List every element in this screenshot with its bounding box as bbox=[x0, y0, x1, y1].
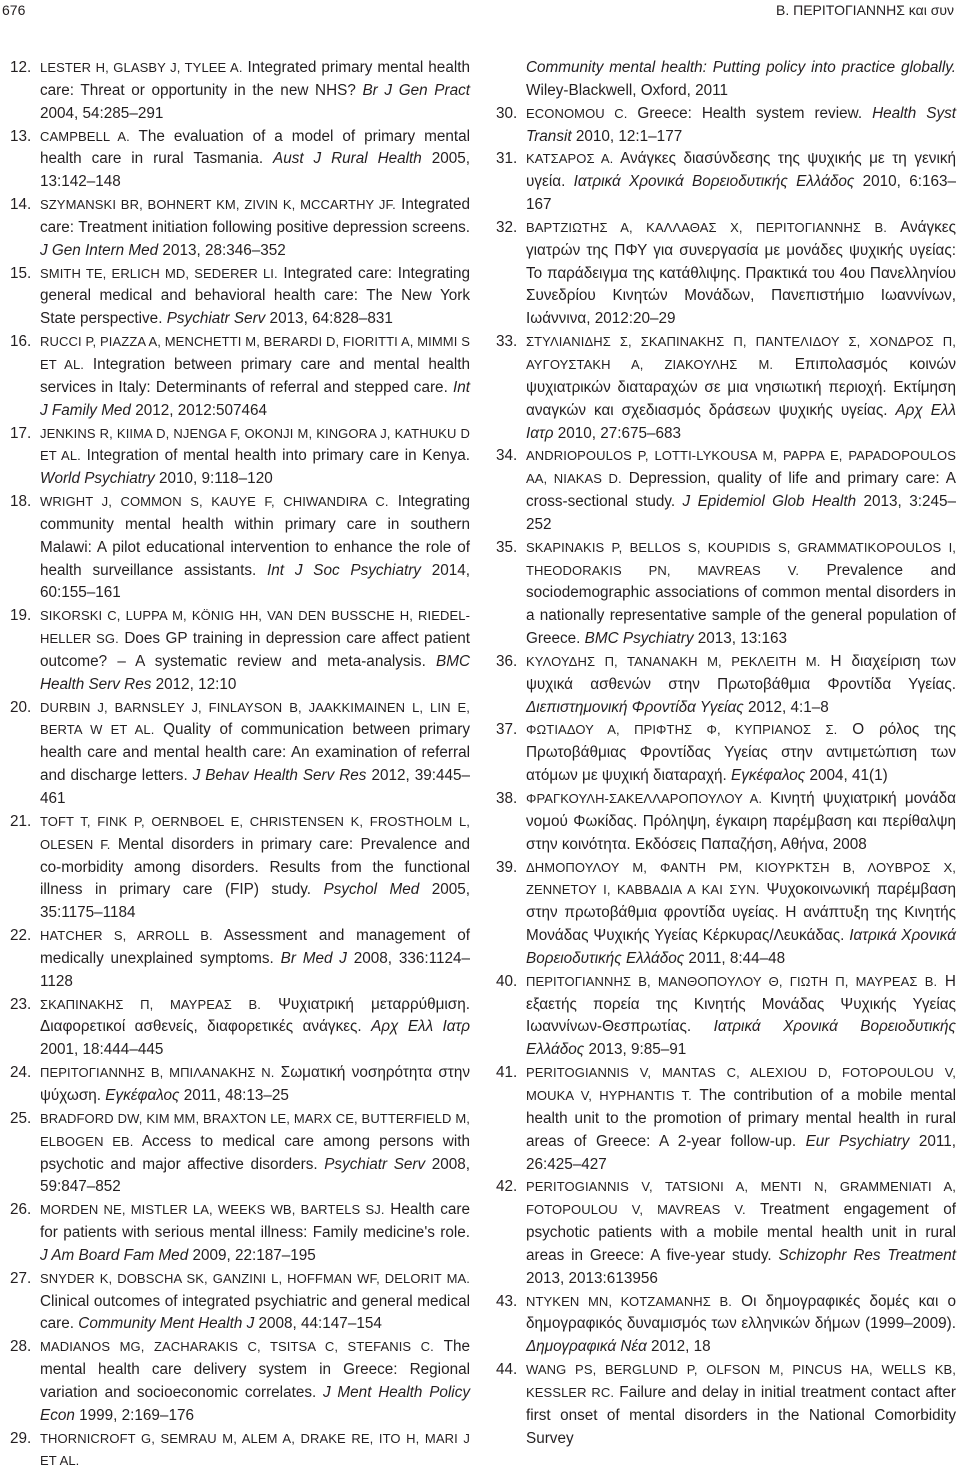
reference-item bbox=[10, 1062, 470, 1108]
reference-item bbox=[10, 57, 470, 126]
reference-title: Assessment and management of medically unexplained symptoms. bbox=[40, 927, 470, 967]
reference-number: 31. bbox=[496, 150, 518, 168]
reference-details: 2013, 3:245–252 bbox=[526, 493, 956, 533]
reference-title: Η εξαετής πορεία της Κινητής Μονάδας Ψυχικής Υγείας Ιωαννίνων-Θεσπρωτίας. bbox=[526, 972, 956, 1036]
reference-authors: JENKINS R, KIIMA D, NJENGA F, OKONJI M, KINGORA J, KATHUKU D ET AL. bbox=[40, 425, 470, 464]
reference-number: 33. bbox=[496, 333, 518, 351]
reference-item bbox=[10, 605, 470, 696]
reference-details: 2008, 336:1124–1128 bbox=[40, 949, 470, 990]
reference-authors: ΒΑΡΤΖΙΩΤΗΣ Α, ΚΑΛΛΑΘΑΣ Χ, ΠΕΡΙΤΟΓΙΑΝΝΗΣ Β. bbox=[526, 219, 887, 235]
reference-title: Health care for patients with serious mental illness: Family medicine's role. bbox=[40, 1201, 470, 1242]
reference-source: Aust J Rural Health bbox=[273, 150, 422, 168]
reference-details: 2011, 48:13–25 bbox=[179, 1086, 289, 1104]
reference-source: J Epidemiol Glob Health bbox=[682, 493, 857, 511]
reference-number: 13. bbox=[10, 127, 32, 145]
reference-authors: SMITH TE, ERLICH MD, SEDERER LI. bbox=[40, 265, 278, 281]
reference-details: 2014, 60:155–161 bbox=[40, 561, 471, 602]
reference-details: 2010, 12:1–177 bbox=[571, 127, 683, 145]
reference-details: 2008, 44:147–154 bbox=[254, 1315, 382, 1333]
reference-source: Health Syst Transit bbox=[526, 104, 957, 145]
reference-source: Eur Psychiatry bbox=[805, 1132, 910, 1150]
reference-number: 37. bbox=[496, 721, 518, 739]
reference-details: 2013, 2013:613956 bbox=[526, 1269, 658, 1287]
reference-title: Ανάγκες διασύνδεσης της ψυχικής με τη γενική υγεία. bbox=[526, 150, 957, 191]
reference-number: 44. bbox=[496, 1361, 518, 1379]
reference-source: Ιατρικά Χρονικά Βορειοδυτικής Ελλάδος bbox=[526, 1018, 956, 1059]
reference-item bbox=[10, 194, 470, 263]
reference-details: 2005, 35:1175–1184 bbox=[40, 881, 470, 922]
reference-authors: ECONOMOU C. bbox=[526, 105, 628, 121]
reference-item bbox=[10, 126, 470, 195]
reference-title: Integrated care: Integrating general medical and behavioral health care: The New York State perspective. bbox=[40, 264, 471, 328]
reference-authors: RUCCI P, PIAZZA A, MENCHETTI M, BERARDI D, FIORITTI A, MIMMI S ET AL. bbox=[40, 334, 470, 372]
reference-authors: PERITOGIANNIS V, MANTAS C, ALEXIOU D, FOTOPOULOU V, MOUKA V, HYPHANTIS T. bbox=[526, 1065, 956, 1103]
reference-title: Κινητή ψυχιατρική μονάδα νομού Φωκίδας. Πρόληψη, έγκαιρη παρέμβαση και περίθαλψη στην κοινότητα. Εκδόσεις Παπαζήση, Αθήνα, 2008 bbox=[526, 790, 957, 853]
reference-authors: ΝΤΥΚΕΝ ΜΝ, ΚΟΤΖΑΜΑΝΗΣ Β. bbox=[526, 1293, 733, 1309]
reference-number: 17. bbox=[10, 424, 32, 442]
reference-details: 2004, 54:285–291 bbox=[40, 104, 164, 122]
reference-details: 2013, 9:85–91 bbox=[584, 1041, 687, 1059]
reference-item bbox=[10, 263, 470, 332]
reference-title: Clinical outcomes of integrated psychiatric and general medical care. bbox=[40, 1292, 470, 1333]
reference-authors: SKAPINAKIS P, BELLOS S, KOUPIDIS S, GRAMMATIKOPOULOS I, THEODORAKIS PN, MAVREAS V. bbox=[526, 539, 956, 578]
reference-number: 41. bbox=[496, 1064, 518, 1082]
reference-authors: ΚΥΛΟΥΔΗΣ Π, ΤΑΝΑΝΑΚΗ Μ, ΡΕΚΛΕΙΤΗ Μ. bbox=[526, 653, 821, 669]
reference-item bbox=[496, 103, 956, 149]
reference-source: Αρχ Ελλ Ιατρ bbox=[526, 401, 956, 442]
reference-source: Psychiatr Serv bbox=[166, 310, 266, 328]
reference-number: 36. bbox=[496, 652, 518, 670]
reference-item bbox=[496, 148, 956, 217]
reference-authors: MORDEN NE, MISTLER LA, WEEKS WB, BARTELS SJ. bbox=[40, 1202, 385, 1218]
reference-title: Quality of communication between primary health care and mental health care: An examination of referral and discharge letters. bbox=[40, 721, 470, 785]
reference-title: Επιπολασμός κοινών ψυχιατρικών διαταραχών σε μια νησιωτική περιοχή. Εκτίμηση αναγκών και σχεδιασμός δράσεων ψυχικής υγείας. bbox=[526, 355, 956, 419]
reference-authors: DURBIN J, BARNSLEY J, FINLAYSON B, JAAKKIMAINEN L, LIN E, BERTA W ET AL. bbox=[40, 699, 470, 738]
reference-item bbox=[10, 811, 470, 925]
reference-details: 2001, 18:444–445 bbox=[40, 1041, 164, 1059]
reference-source: Community Ment Health J bbox=[78, 1315, 255, 1333]
reference-item bbox=[496, 788, 956, 857]
reference-title: Σωματική νοσηρότητα στην ψύχωση. bbox=[40, 1064, 470, 1104]
reference-source: Ιατρικά Χρονικά Βορειοδυτικής Ελλάδος bbox=[526, 927, 956, 967]
reference-title: Integrating community mental health within primary care in southern Malawi: A pilot educational intervention to enhance the role of health surveillance assistants. bbox=[40, 493, 470, 579]
reference-source: J Behav Health Serv Res bbox=[192, 767, 367, 785]
reference-item bbox=[496, 217, 956, 331]
reference-number: 34. bbox=[496, 447, 518, 465]
reference-source: Psychol Med bbox=[323, 881, 420, 899]
reference-details: 2005, 13:142–148 bbox=[40, 150, 470, 191]
reference-item bbox=[10, 1268, 470, 1337]
reference-item bbox=[496, 57, 956, 103]
reference-title: Η διαχείριση των ψυχικά ασθενών στην Πρωτοβάθμια Φροντίδα Υγείας. bbox=[526, 652, 956, 693]
reference-title: Ανάγκες γιατρών της ΠΦΥ για συνεργασία με μονάδες ψυχικής υγείας: Το παράδειγμα της κατάθλιψης. Πρακτικά του 4ου Πανελληνίου Συνεδρίου Κινητών Μονάδων, Πανεπιστήμιο Ιωαννίνων, Ιωάννινα, 2012:20–29 bbox=[526, 218, 956, 328]
reference-details: 2011, 26:425–427 bbox=[526, 1132, 956, 1173]
reference-number: 16. bbox=[10, 333, 32, 351]
reference-title: Ψυχοκοινωνική παρέμβαση στην πρωτοβάθμια φροντίδα υγείας. Η ανάπτυξη της Κινητής Μονάδας Ψυχικής Υγείας Κέρκυρας/Λευκάδας. bbox=[526, 881, 957, 945]
reference-number: 27. bbox=[10, 1269, 32, 1287]
reference-authors: LESTER H, GLASBY J, TYLEE A. bbox=[40, 60, 243, 75]
reference-title: Depression, quality of life and primary care: A cross-sectional study. bbox=[526, 470, 956, 511]
reference-source: Psychiatr Serv bbox=[324, 1155, 426, 1173]
reference-authors: TOFT T, FINK P, OERNBOEL E, CHRISTENSEN K, FROSTHOLM L, OLESEN F. bbox=[40, 813, 470, 852]
reference-item bbox=[10, 1199, 470, 1268]
reference-details: 2011, 8:44–48 bbox=[684, 949, 786, 967]
reference-source: BMC Health Serv Res bbox=[40, 652, 470, 693]
reference-source: Διεπιστημονική Φροντίδα Υγείας bbox=[526, 698, 744, 716]
reference-item bbox=[496, 857, 956, 971]
reference-details: 2008, 59:847–852 bbox=[40, 1155, 471, 1196]
reference-source: J Gen Intern Med bbox=[40, 241, 159, 259]
reference-authors: SNYDER K, DOBSCHA SK, GANZINI L, HOFFMAN WF, DELORIT MA. bbox=[40, 1270, 470, 1286]
reference-source: Int J Soc Psychiatry bbox=[267, 561, 421, 579]
reference-details: 2010, 27:675–683 bbox=[553, 424, 682, 442]
reference-item bbox=[10, 994, 470, 1063]
reference-authors: HATCHER S, ARROLL B. bbox=[40, 928, 213, 944]
reference-title: The mental health care delivery system in Greece: Regional variation and socioeconomic correlates. bbox=[40, 1338, 470, 1401]
reference-details: 2012, 12:10 bbox=[151, 675, 237, 693]
reference-details: 2010, 6:163–167 bbox=[526, 173, 957, 214]
reference-number: 30. bbox=[496, 104, 518, 122]
reference-item bbox=[10, 423, 470, 492]
reference-details: 2013, 64:828–831 bbox=[265, 310, 393, 328]
reference-title: Prevalence and sociodemographic associations of common mental disorders in a nationally representative sample of the general population of Greece. bbox=[526, 561, 956, 648]
reference-number: 15. bbox=[10, 264, 32, 282]
reference-item bbox=[10, 1428, 470, 1473]
reference-item bbox=[10, 331, 470, 422]
reference-title: Does GP training in depression care affect patient outcome? – A systematic review and meta-analysis. bbox=[40, 630, 470, 670]
reference-item bbox=[496, 651, 956, 720]
reference-authors: PERITOGIANNIS V, TATSIONI A, MENTI N, GRAMMENIATI A, FOTOPOULOU V, MAVREAS V. bbox=[526, 1179, 956, 1218]
reference-authors: THORNICROFT G, SEMRAU M, ALEM A, DRAKE RE, ITO H, MARI J ET AL. bbox=[40, 1430, 470, 1469]
page-header bbox=[0, 0, 960, 20]
reference-number: 24. bbox=[10, 1064, 32, 1082]
reference-title: Access to medical care among persons with psychotic and major affective disorders. bbox=[40, 1132, 470, 1173]
reference-authors: ΦΩΤΙΑΔΟΥ Α, ΠΡΙΦΤΗΣ Φ, ΚΥΠΡΙΑΝΟΣ Σ. bbox=[526, 722, 838, 738]
reference-authors: CAMPBELL A. bbox=[40, 128, 130, 144]
reference-item bbox=[10, 491, 470, 605]
reference-source: Br J Gen Pract bbox=[362, 81, 471, 99]
reference-authors: MADIANOS MG, ZACHARAKIS C, TSITSA C, STEFANIS C. bbox=[40, 1339, 434, 1355]
reference-item bbox=[496, 1291, 956, 1360]
reference-authors: SIKORSKI C, LUPPA M, KÖNIG HH, VAN DEN BUSSCHE H, RIEDEL-HELLER SG. bbox=[40, 608, 470, 647]
reference-authors: ΚΑΤΣΑΡΟΣ Α. bbox=[526, 151, 614, 167]
reference-details: Wiley-Blackwell, Oxford, 2011 bbox=[526, 81, 729, 99]
reference-authors: WRIGHT J, COMMON S, KAUYE F, CHIWANDIRA C. bbox=[40, 494, 389, 510]
reference-title: Integrated care: Treatment initiation following positive depression screens. bbox=[40, 196, 471, 236]
reference-title: Failure and delay in initial treatment contact after first onset of mental disorders in the National Comorbidity Survey bbox=[526, 1383, 956, 1447]
reference-title: Treatment engagement of psychotic patients with a mobile mental health unit in rural areas in Greece: A five-year study. bbox=[526, 1201, 956, 1264]
reference-source: Δημογραφικά Νέα bbox=[526, 1338, 647, 1356]
reference-details: 2013, 13:163 bbox=[693, 630, 788, 648]
reference-item bbox=[496, 537, 956, 651]
reference-number: 14. bbox=[10, 196, 32, 214]
reference-authors: ΔΗΜΟΠΟΥΛΟΥ Μ, ΦΑΝΤΗ ΡΜ, ΚΙΟΥΡΚΤΣΗ Β, ΛΟΥΒΡΟΣ Χ, ΖΕΝΝΕΤΟΥ Ι, ΚΑΒΒΑΔΙΑ Α ΚΑΙ ΣΥΝ. bbox=[526, 859, 956, 898]
reference-number: 43. bbox=[496, 1292, 518, 1310]
reference-authors: ΣΤΥΛΙΑΝΙΔΗΣ Σ, ΣΚΑΠΙΝΑΚΗΣ Π, ΠΑΝΤΕΛΙΔΟΥ Σ, ΧΟΝΔΡΟΣ Π, ΑΥΓΟΥΣΤΑΚΗ Α, ΖΙΑΚΟΥΛΗΣ Μ. bbox=[526, 334, 956, 372]
reference-number: 29. bbox=[10, 1429, 32, 1447]
reference-title: The contribution of a mobile mental health unit to the promotion of primary mental health in rural areas of Greece: A 2-year follow-up. bbox=[526, 1086, 956, 1150]
reference-item bbox=[496, 1062, 956, 1176]
running-title: Β. ΠΕΡΙΤΟΓΙΑΝΝΗΣ και συν bbox=[775, 2, 954, 18]
reference-authors: WANG PS, BERGLUND P, OLFSON M, PINCUS HA, WELLS KB, KESSLER RC. bbox=[526, 1362, 956, 1400]
reference-source: World Psychiatry bbox=[40, 470, 155, 488]
reference-number: 40. bbox=[496, 972, 518, 990]
reference-number: 35. bbox=[496, 538, 518, 556]
reference-source: Int J Family Med bbox=[40, 378, 470, 419]
reference-authors: ΣΚΑΠΙΝΑΚΗΣ Π, ΜΑΥΡΕΑΣ Β. bbox=[40, 996, 261, 1012]
reference-item bbox=[496, 331, 956, 445]
reference-item bbox=[496, 971, 956, 1062]
reference-details: 2012, 18 bbox=[646, 1338, 711, 1356]
reference-source: J Am Board Fam Med bbox=[40, 1246, 189, 1264]
reference-number: 39. bbox=[496, 858, 518, 876]
reference-title: The evaluation of a model of primary mental health care in rural Tasmania. bbox=[40, 127, 470, 168]
reference-title: Integration of mental health into primary care in Kenya. bbox=[80, 447, 471, 465]
reference-number: 19. bbox=[10, 607, 32, 625]
reference-source: Ιατρικά Χρονικά Βορειοδυτικής Ελλάδος bbox=[573, 173, 855, 191]
reference-details: 1999, 2:169–176 bbox=[74, 1406, 194, 1424]
reference-source: BMC Psychiatry bbox=[584, 630, 694, 648]
reference-title: Οι δημογραφικές δομές και ο δημογραφικός δυναμισμός των ελληνικών δήμων (1999–2009). bbox=[526, 1292, 957, 1333]
reference-number: 23. bbox=[10, 995, 32, 1013]
reference-title: Ψυχιατρική μεταρρύθμιση. Διαφορετικοί ασθενείς, διαφορετικές ανάγκες. bbox=[40, 995, 470, 1036]
reference-authors: BRADFORD DW, KIM MM, BRAXTON LE, MARX CE, BUTTERFIELD M, ELBOGEN EB. bbox=[40, 1110, 470, 1149]
reference-details: 2013, 28:346–352 bbox=[158, 241, 286, 259]
reference-details: 2009, 22:187–195 bbox=[188, 1246, 316, 1264]
reference-title: Ο ρόλος της Πρωτοβάθμιας Φροντίδας Υγείας στην αντιμετώπιση των ατόμων με ψυχική διαταραχή. bbox=[526, 721, 956, 785]
reference-number: 38. bbox=[496, 790, 518, 807]
references-left-column bbox=[10, 57, 470, 1473]
page-number: 676 bbox=[2, 2, 26, 18]
reference-source: Schizophr Res Treatment bbox=[778, 1246, 956, 1264]
reference-source: J Ment Health Policy Econ bbox=[40, 1383, 470, 1424]
reference-authors: ΦΡΑΓΚΟΥΛΗ-ΣΑΚΕΛΛΑΡΟΠΟΥΛΟΥ Α. bbox=[526, 791, 763, 806]
reference-authors: SZYMANSKI BR, BOHNERT KM, ZIVIN K, MCCARTHY JF. bbox=[40, 197, 396, 213]
reference-source: Εγκέφαλος bbox=[731, 767, 806, 785]
reference-number: 26. bbox=[10, 1201, 32, 1219]
reference-item bbox=[10, 1336, 470, 1427]
reference-item bbox=[496, 1176, 956, 1290]
reference-authors: ANDRIOPOULOS P, LOTTI-LYKOUSA M, PAPPA E, PAPADOPOULOS AA, NIAKAS D. bbox=[526, 448, 956, 487]
reference-number: 21. bbox=[10, 812, 32, 830]
reference-item bbox=[10, 697, 470, 811]
reference-details: 2012, 2012:507464 bbox=[130, 401, 268, 419]
reference-source: Br Med J bbox=[280, 949, 347, 967]
reference-item bbox=[496, 1359, 956, 1450]
reference-title: Integrated primary mental health care: Threat or opportunity in the new NHS? bbox=[40, 59, 470, 99]
reference-title: Integration between primary care and mental health services in Italy: Determinants of referral and stepped care. bbox=[40, 355, 470, 396]
reference-authors: ΠΕΡΙΤΟΓΙΑΝΝΗΣ Β, ΜΠΙΛΑΝΑΚΗΣ Ν. bbox=[40, 1065, 275, 1081]
reference-number: 22. bbox=[10, 927, 32, 945]
reference-number: 28. bbox=[10, 1338, 32, 1356]
reference-item bbox=[496, 719, 956, 788]
reference-details: 2004, 41(1) bbox=[805, 767, 888, 785]
reference-source: Εγκέφαλος bbox=[105, 1086, 180, 1104]
reference-title: Mental disorders in primary care: Prevalence and co-morbidity among disorders. Results from the functional illness in primary care (FIP) study. bbox=[40, 835, 470, 899]
reference-details: 2012, 39:445–461 bbox=[40, 767, 470, 807]
reference-number: 25. bbox=[10, 1109, 32, 1127]
reference-number: 32. bbox=[496, 218, 518, 236]
reference-item bbox=[10, 1108, 470, 1199]
reference-title: Greece: Health system review. bbox=[627, 104, 873, 122]
reference-number: 18. bbox=[10, 493, 32, 511]
reference-item bbox=[496, 445, 956, 536]
reference-item bbox=[10, 925, 470, 994]
reference-number: 42. bbox=[496, 1178, 518, 1196]
reference-number: 12. bbox=[10, 59, 32, 76]
reference-authors: ΠΕΡΙΤΟΓΙΑΝΝΗΣ Β, ΜΑΝΘΟΠΟΥΛΟΥ Θ, ΓΙΩΤΗ Π, ΜΑΥΡΕΑΣ Β. bbox=[526, 973, 938, 989]
references-right-column bbox=[496, 57, 956, 1450]
reference-details: 2010, 9:118–120 bbox=[154, 470, 273, 488]
reference-source: Community mental health: Putting policy into practice globally. bbox=[526, 59, 956, 76]
reference-details: 2012, 4:1–8 bbox=[743, 698, 829, 716]
reference-number: 20. bbox=[10, 698, 32, 716]
reference-source: Αρχ Ελλ Ιατρ bbox=[371, 1018, 470, 1036]
